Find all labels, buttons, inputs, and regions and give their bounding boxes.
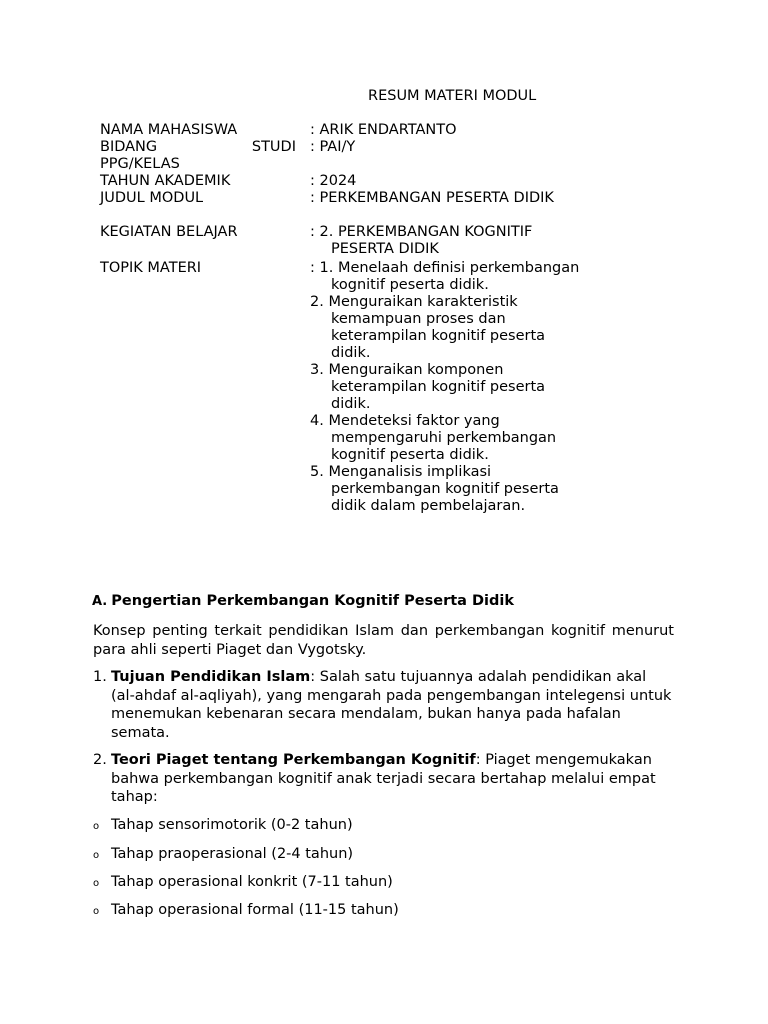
bidang-label-word-1: BIDANG — [100, 139, 158, 155]
stage-bullet-item — [93, 816, 353, 836]
nama-label: NAMA MAHASISWA — [100, 122, 238, 138]
stage-bullet-item — [93, 901, 399, 921]
tahun-label: TAHUN AKADEMIK — [100, 173, 231, 189]
bullet-marker: o — [93, 850, 100, 861]
bullet-marker: o — [93, 878, 100, 889]
bullet-marker: o — [93, 906, 100, 917]
bidang-label-line-2: PPG/KELAS — [100, 156, 180, 172]
tahun-value: : 2024 — [310, 173, 357, 189]
topic-item-2-continuation: kemampuan proses dan — [331, 311, 506, 327]
section-a-intro: Konsep penting terkait pendidikan Islam dan perkembangan kognitif menurut para ahli seperti Piaget dan Vygotsky. — [93, 623, 674, 658]
stage-text: Tahap praoperasional (2-4 tahun) — [111, 846, 354, 862]
section-a-heading-text: Pengertian Perkembangan Kognitif Peserta Didik — [111, 593, 515, 609]
list-item-2 — [93, 751, 674, 807]
topic-item-3-continuation: didik. — [331, 396, 371, 412]
stage-text: Tahap sensorimotorik (0-2 tahun) — [111, 817, 353, 833]
topic-item-2: 2. Menguraikan karakteristik — [310, 294, 518, 310]
section-a-heading — [92, 593, 514, 610]
stage-text: Tahap operasional formal (11-15 tahun) — [111, 902, 399, 918]
kegiatan-value-line-2: PESERTA DIDIK — [331, 241, 439, 257]
bidang-label — [100, 139, 296, 156]
nama-value: : ARIK ENDARTANTO — [310, 122, 457, 138]
topic-item-2-continuation: keterampilan kognitif peserta — [331, 328, 546, 344]
section-a-letter: A. — [92, 594, 108, 609]
topic-item-4-continuation: mempengaruhi perkembangan — [331, 430, 557, 446]
list-item-1 — [93, 668, 674, 742]
list-item-bold: Teori Piaget tentang Perkembangan Kognitif — [111, 752, 476, 768]
topic-item-5-continuation: perkembangan kognitif peserta — [331, 481, 559, 497]
bidang-value: : PAI/Y — [310, 139, 356, 155]
list-item-bold: Tujuan Pendidikan Islam — [111, 669, 311, 685]
topic-item-1: : 1. Menelaah definisi perkembangan — [310, 260, 580, 276]
topic-item-3: 3. Menguraikan komponen — [310, 362, 504, 378]
judul-value: : PERKEMBANGAN PESERTA DIDIK — [310, 190, 554, 206]
topic-item-4-continuation: kognitif peserta didik. — [331, 447, 489, 463]
topic-item-1-continuation: kognitif peserta didik. — [331, 277, 489, 293]
topic-item-3-continuation: keterampilan kognitif peserta — [331, 379, 546, 395]
stage-bullet-item — [93, 845, 353, 865]
topic-item-5-continuation: didik dalam pembelajaran. — [331, 498, 526, 514]
judul-label: JUDUL MODUL — [100, 190, 204, 206]
topic-item-5: 5. Menganalisis implikasi — [310, 464, 492, 480]
bidang-label-word-2: STUDI — [251, 139, 296, 155]
list-item-number: 1. — [93, 669, 107, 685]
bullet-marker: o — [93, 821, 100, 832]
page-title: RESUM MATERI MODUL — [368, 88, 537, 104]
stage-text: Tahap operasional konkrit (7-11 tahun) — [111, 874, 393, 890]
list-item-text: : Piaget mengemukakan bahwa perkembangan kognitif anak terjadi secara bertahap melalui empat tahap: — [111, 752, 656, 805]
kegiatan-label: KEGIATAN BELAJAR — [100, 224, 238, 240]
topic-item-4: 4. Mendeteksi faktor yang — [310, 413, 500, 429]
stage-bullet-item — [93, 873, 393, 893]
list-item-text: : Salah satu tujuannya adalah pendidikan akal (al-ahdaf al-aqliyah), yang mengarah pada pengembangan intelegensi untuk menemukan kebenaran secara mendalam, bukan hanya pada hafalan semata. — [111, 669, 672, 741]
topik-label: TOPIK MATERI — [100, 260, 202, 276]
kegiatan-value: : 2. PERKEMBANGAN KOGNITIF — [310, 224, 533, 240]
list-item-number: 2. — [93, 752, 107, 768]
topic-item-2-continuation: didik. — [331, 345, 371, 361]
